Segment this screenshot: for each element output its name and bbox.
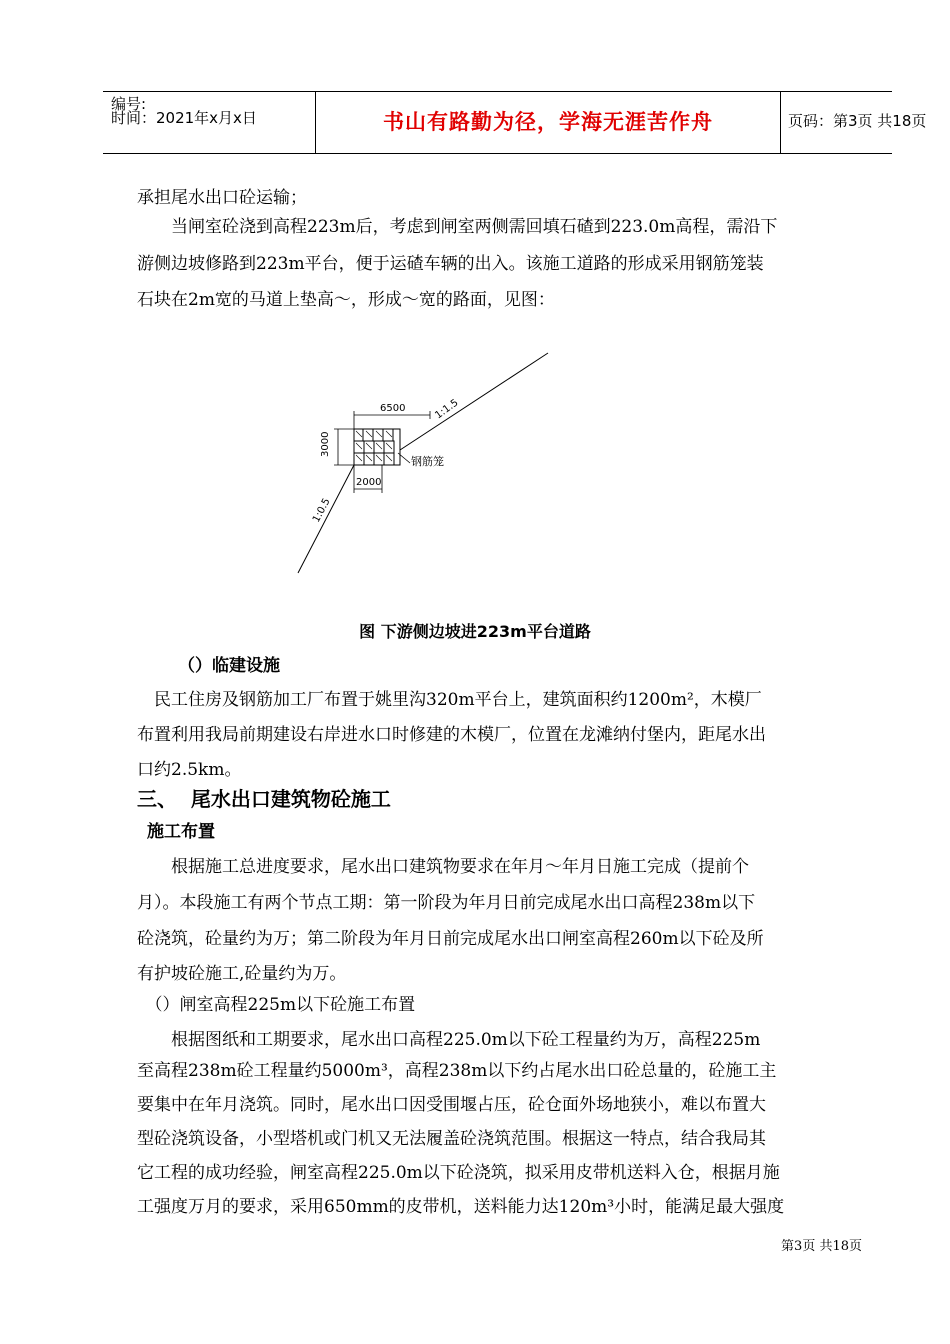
header-motto-cell — [315, 92, 781, 153]
paragraph-line: 根据施工总进度要求，尾水出口建筑物要求在年月～年月日施工完成（提前个 — [137, 857, 749, 877]
slope-right: 1:1.5 — [433, 397, 461, 422]
section-temp-heading: （）临建设施 — [178, 656, 280, 676]
section-3-heading: 三、 尾水出口建筑物砼施工 — [137, 787, 391, 811]
sub-heading-layout: 施工布置 — [147, 822, 215, 842]
paragraph-line: 布置利用我局前期建设右岸进水口时修建的木模厂，位置在龙滩纳付堡内，距尾水出 — [137, 725, 766, 745]
slope-left: 1:0.5 — [310, 496, 333, 525]
paragraph-line: 口约2.5km。 — [137, 760, 242, 780]
paragraph-line: 民工住房及钢筋加工厂布置于姚里沟320m平台上，建筑面积约1200m²，木模厂 — [137, 690, 762, 710]
cage-label: 钢筋笼 — [411, 455, 444, 468]
dim-left: 3000 — [320, 431, 331, 457]
road-section-figure — [290, 345, 560, 580]
paragraph-line: 石块在2m宽的马道上垫高～，形成～宽的路面，见图： — [137, 290, 555, 310]
page-label: 页码：第3页 共18页 — [788, 112, 927, 130]
paragraph-line: 月）。本段施工有两个节点工期：第一阶段为年月日前完成尾水出口高程238m以下 — [137, 893, 756, 913]
figure-caption: 图 下游侧边坡进223m平台道路 — [359, 622, 591, 641]
paragraph-line: 根据图纸和工期要求，尾水出口高程225.0m以下砼工程量约为万，高程225m — [137, 1030, 761, 1050]
paragraph-line: 有护坡砼施工,砼量约为万。 — [137, 964, 347, 984]
paragraph-line: 当闸室砼浇到高程223m后，考虑到闸室两侧需回填石碴到223.0m高程，需沿下 — [137, 217, 778, 237]
header-left-cell — [103, 92, 315, 153]
time-label: 时间：2021年x月x日 — [111, 109, 257, 127]
dim-top: 6500 — [380, 403, 406, 414]
paragraph-line: 游侧边坡修路到223m平台，便于运碴车辆的出入。该施工道路的形成采用钢筋笼装 — [137, 254, 764, 274]
paragraph-line: 型砼浇筑设备，小型塔机或门机又无法履盖砼浇筑范围。根据这一特点，结合我局其 — [137, 1129, 766, 1149]
sub-heading-gate: （）闸室高程225m以下砼施工布置 — [137, 995, 416, 1015]
header-page-cell — [780, 92, 927, 153]
paragraph-line: 承担尾水出口砼运输； — [137, 188, 307, 208]
paragraph-line: 工强度万月的要求，采用650mm的皮带机，送料能力达120m³小时，能满足最大强度 — [137, 1197, 785, 1217]
dim-bottom: 2000 — [356, 477, 382, 488]
paragraph-line: 砼浇筑，砼量约为万；第二阶段为年月日前完成尾水出口闸室高程260m以下砼及所 — [137, 929, 764, 949]
page-footer: 第3页 共18页 — [781, 1239, 862, 1254]
paragraph-line: 它工程的成功经验，闸室高程225.0m以下砼浇筑，拟采用皮带机送料入仓，根据月施 — [137, 1163, 780, 1183]
number-label: 编号: — [111, 95, 147, 113]
page-header — [103, 91, 927, 154]
paragraph-line: 要集中在年月浇筑。同时，尾水出口因受围堰占压，砼仓面外场地狭小，难以布置大 — [137, 1095, 766, 1115]
motto: 书山有路勤为径，学海无涯苦作舟 — [383, 110, 713, 134]
paragraph-line: 至高程238m砼工程量约5000m³，高程238m以下约占尾水出口砼总量的，砼施工主 — [137, 1061, 777, 1081]
